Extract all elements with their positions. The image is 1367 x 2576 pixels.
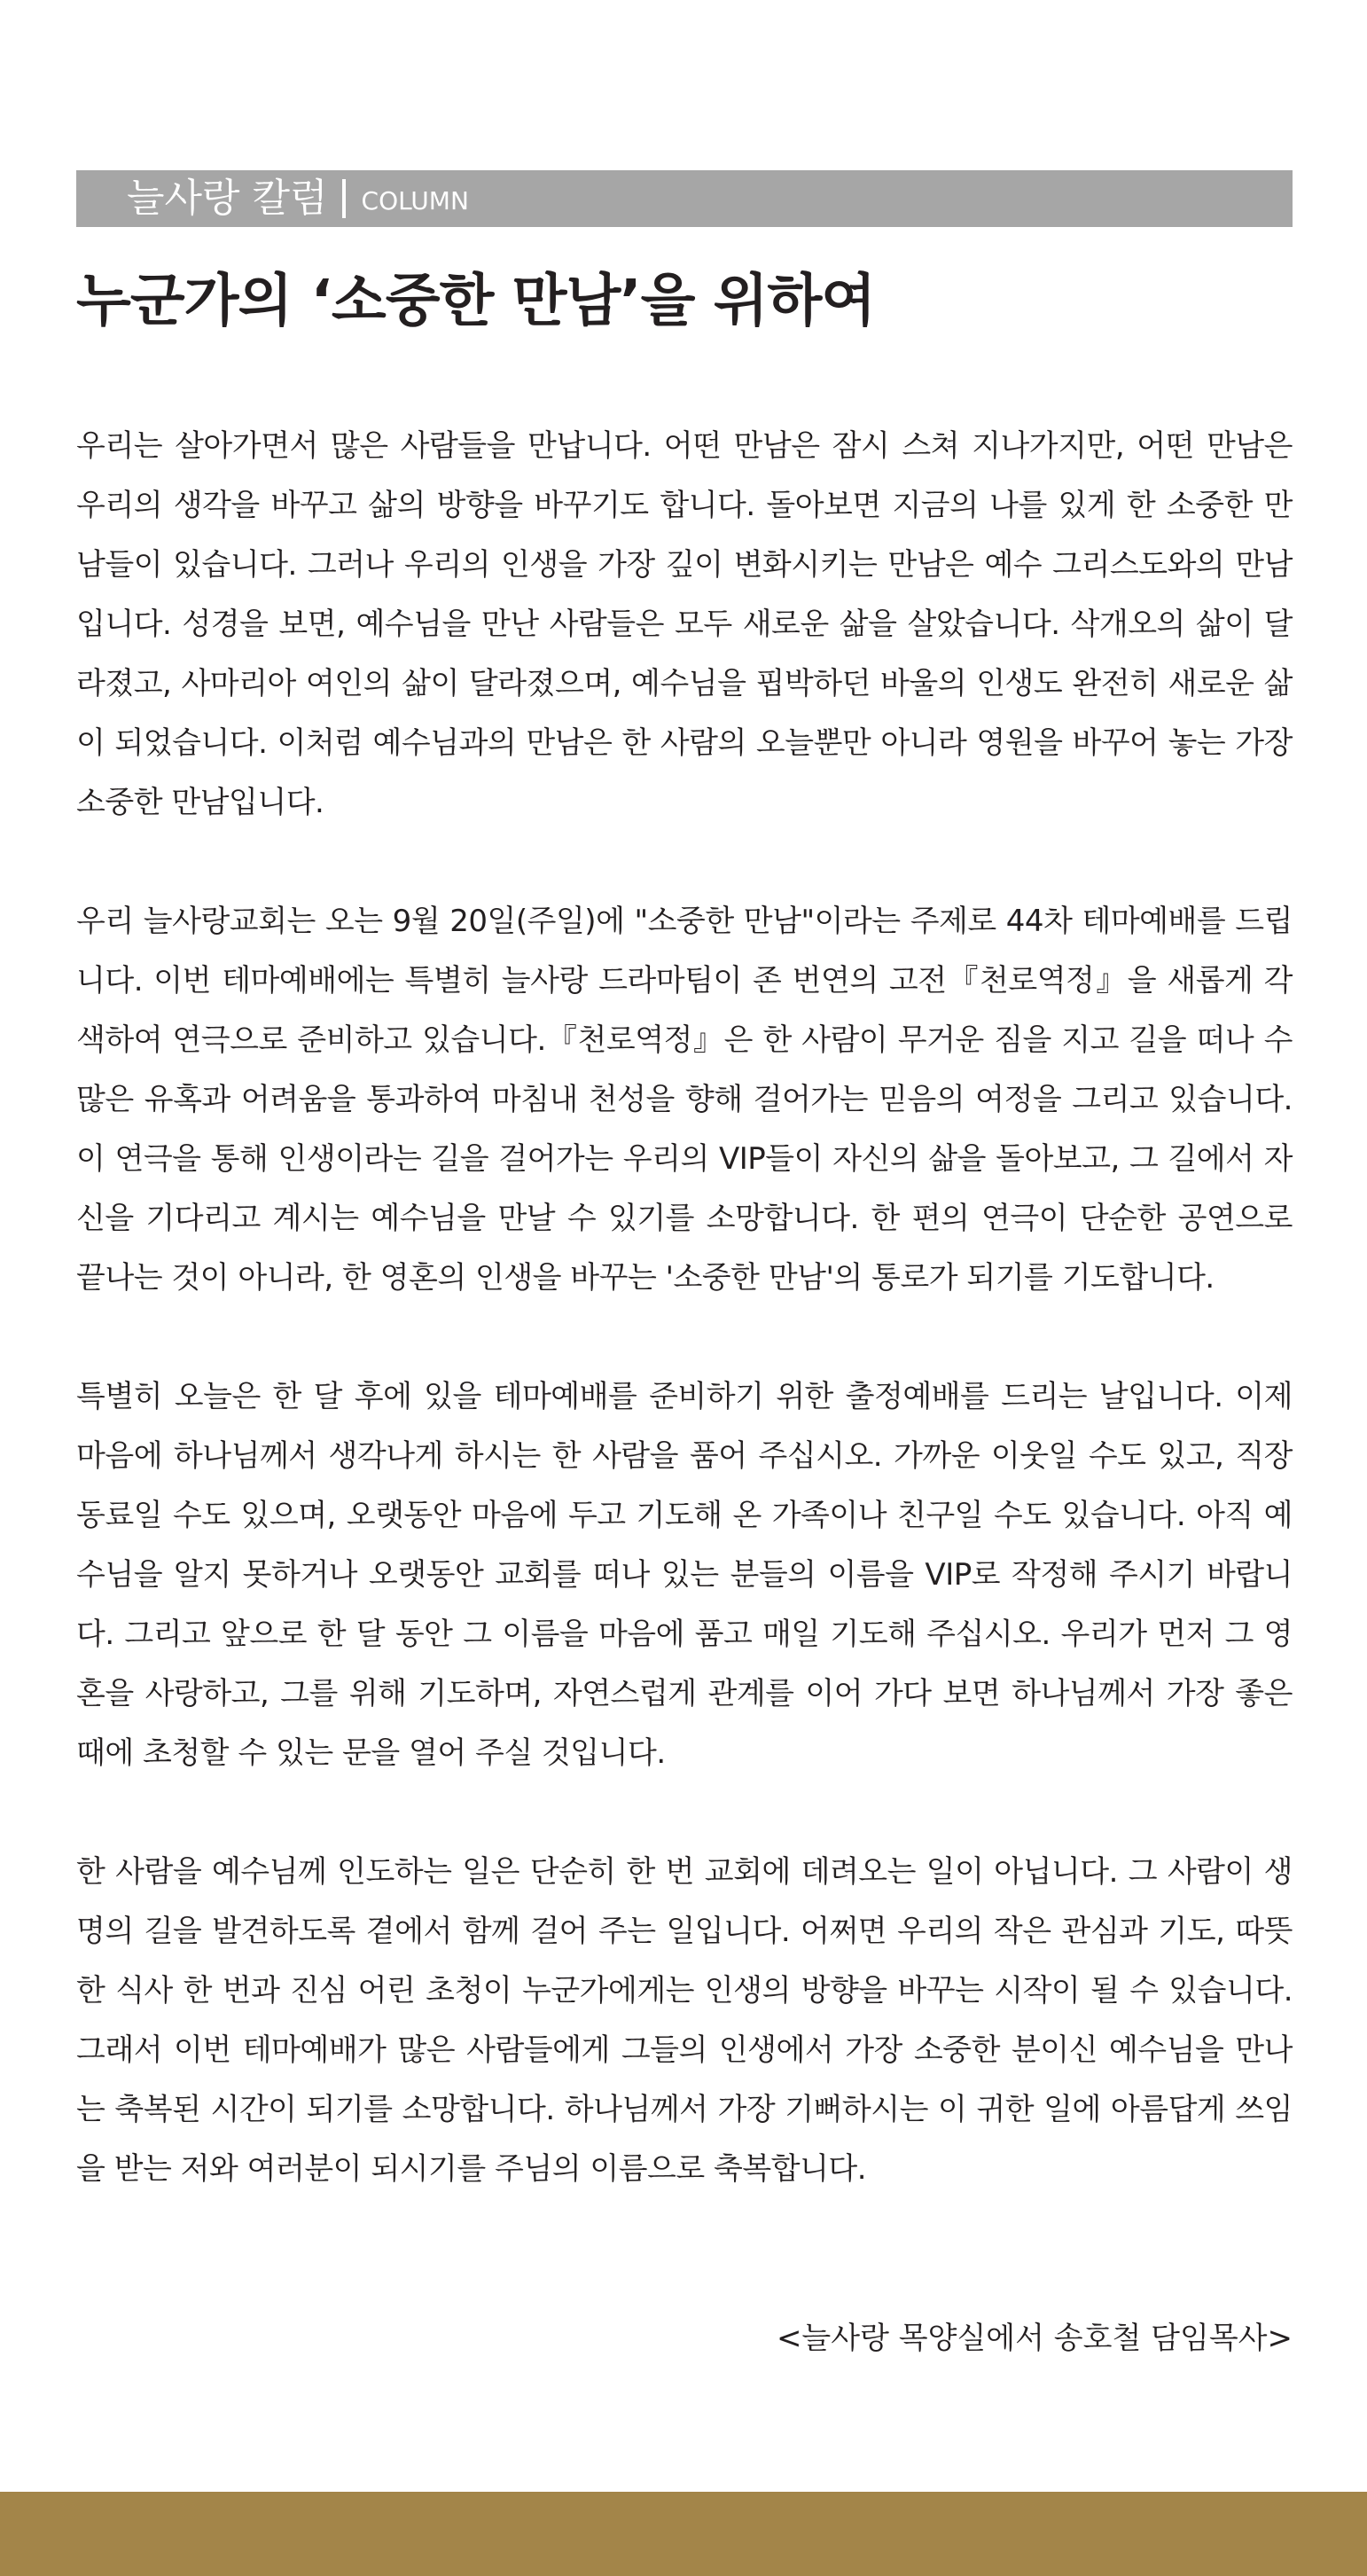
article-paragraph-2: 우리 늘사랑교회는 오는 9월 20일(주일)에 "소중한 만남"이라는 주제로 44차 테마예배를 드립니다. 이번 테마예배에는 특별히 늘사랑 드라마팀이 존 번연의 고전『천로역정』을 새롭게 각색하여 연극으로 준비하고 있습니다.『천로역정』은 한 사람이 무거운 짐을 지고 길을 떠나 수많은 유혹과 어려움을 통과하여 마침내 천성을 향해 걸어가는 믿음의 여정을 그리고 있습니다. 이 연극을 통해 인생이라는 길을 걸어가는 우리의 VIP들이 자신의 삶을 돌아보고, 그 길에서 자신을 기다리고 계시는 예수님을 만날 수 있기를 소망합니다. 한 편의 연극이 단순한 공연으로 끝나는 것이 아니라, 한 영혼의 인생을 바꾸는 '소중한 만남'의 통로가 되기를 기도합니다.	[76, 904, 1293, 1296]
article-paragraph-1: 우리는 살아가면서 많은 사람들을 만납니다. 어떤 만남은 잠시 스쳐 지나가지만, 어떤 만남은 우리의 생각을 바꾸고 삶의 방향을 바꾸기도 합니다. 돌아보면 지금의 나를 있게 한 소중한 만남들이 있습니다. 그러나 우리의 인생을 가장 깊이 변화시키는 만남은 예수 그리스도와의 만남입니다. 성경을 보면, 예수님을 만난 사람들은 모두 새로운 삶을 살았습니다. 삭개오의 삶이 달라졌고, 사마리아 여인의 삶이 달라졌으며, 예수님을 핍박하던 바울의 인생도 완전히 새로운 삶이 되었습니다. 이처럼 예수님과의 만남은 한 사람의 오늘뿐만 아니라 영원을 바꾸어 놓는 가장 소중한 만남입니다.	[76, 428, 1293, 820]
article-paragraph-4: 한 사람을 예수님께 인도하는 일은 단순히 한 번 교회에 데려오는 일이 아닙니다. 그 사람이 생명의 길을 발견하도록 곁에서 함께 걸어 주는 일입니다. 어쩌면 우리의 작은 관심과 기도, 따뜻한 식사 한 번과 진심 어린 초청이 누군가에게는 인생의 방향을 바꾸는 시작이 될 수 있습니다. 그래서 이번 테마예배가 많은 사람들에게 그들의 인생에서 가장 소중한 분이신 예수님을 만나는 축복된 시간이 되기를 소망합니다. 하나님께서 가장 기뻐하시는 이 귀한 일에 아름답게 쓰임을 받는 저와 여러분이 되시기를 주님의 이름으로 축복합니다.	[76, 1854, 1293, 2187]
article-body	[76, 417, 1293, 2259]
article-headline: 누군가의 ‘소중한 만남’을 위하여	[76, 269, 876, 334]
article-paragraph-3: 특별히 오늘은 한 달 후에 있을 테마예배를 준비하기 위한 출정예배를 드리는 날입니다. 이제 마음에 하나님께서 생각나게 하시는 한 사람을 품어 주십시오. 가까운 이웃일 수도 있고, 직장 동료일 수도 있으며, 오랫동안 마음에 두고 기도해 온 가족이나 친구일 수도 있습니다. 아직 예수님을 알지 못하거나 오랫동안 교회를 떠나 있는 분들의 이름을 VIP로 작정해 주시기 바랍니다. 그리고 앞으로 한 달 동안 그 이름을 마음에 품고 매일 기도해 주십시오. 우리가 먼저 그 영혼을 사랑하고, 그를 위해 기도하며, 자연스럽게 관계를 이어 가다 보면 하나님께서 가장 좋은 때에 초청할 수 있는 문을 열어 주실 것입니다.	[76, 1379, 1293, 1771]
column-header-subtitle: COLUMN	[361, 186, 469, 215]
column-header-bar	[76, 170, 1293, 227]
footer-bar	[0, 2492, 1367, 2576]
article-signature: <늘사랑 목양실에서 송호철 담임목사>	[776, 2321, 1293, 2356]
column-header-title: 늘사랑 칼럼	[127, 176, 328, 221]
header-divider	[342, 179, 346, 218]
